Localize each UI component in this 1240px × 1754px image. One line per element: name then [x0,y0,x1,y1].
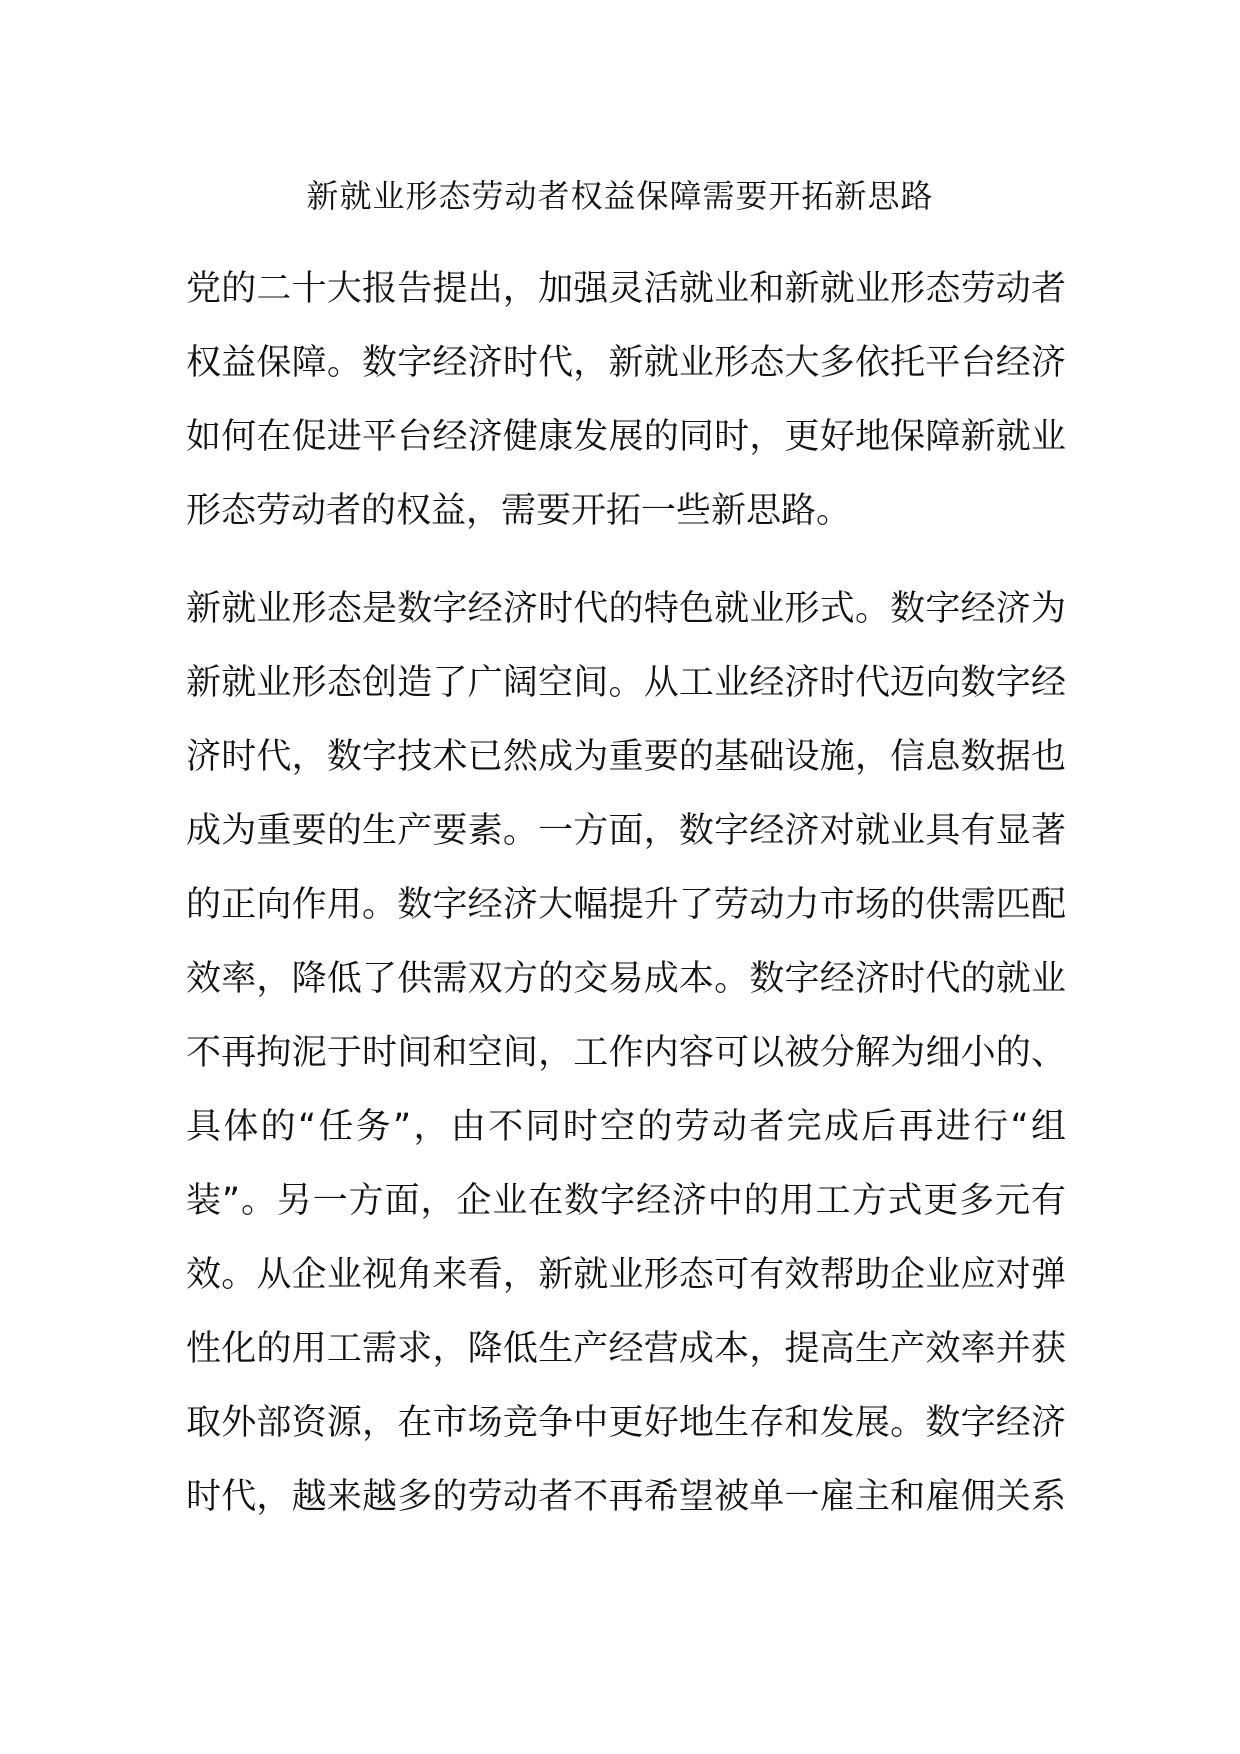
paragraph-line: 具体的“任务”，由不同时空的劳动者完成后再进行“组 [186,1107,1066,1147]
paragraph-line: 党的二十大报告提出，加强灵活就业和新就业形态劳动者 [186,269,1066,309]
paragraph-line: 取外部资源，在市场竞争中更好地生存和发展。数字经济 [186,1403,1066,1443]
paragraph-line: 时代，越来越多的劳动者不再希望被单一雇主和雇佣关系 [186,1477,1066,1517]
paragraph-line: 不再拘泥于时间和空间，工作内容可以被分解为细小的、 [186,1033,1066,1073]
paragraph [186,572,1066,1534]
paragraph-line: 效率，降低了供需双方的交易成本。数字经济时代的就业 [186,959,1066,999]
paragraph-line: 如何在促进平台经济健康发展的同时，更好地保障新就业 [186,417,1066,457]
paragraph-line: 济时代，数字技术已然成为重要的基础设施，信息数据也 [186,737,1066,777]
paragraph-line: 性化的用工需求，降低生产经营成本，提高生产效率并获 [186,1329,1066,1369]
paragraph-line: 新就业形态创造了广阔空间。从工业经济时代迈向数字经 [186,663,1066,703]
paragraph-line: 权益保障。数字经济时代，新就业形态大多依托平台经济 [186,343,1066,383]
document-title: 新就业形态劳动者权益保障需要开拓新思路 [306,177,934,215]
paragraph-line: 的正向作用。数字经济大幅提升了劳动力市场的供需匹配 [186,885,1066,925]
paragraph-line: 新就业形态是数字经济时代的特色就业形式。数字经济为 [186,589,1066,629]
paragraph-line: 效。从企业视角来看，新就业形态可有效帮助企业应对弹 [186,1255,1066,1295]
paragraph [186,252,1066,548]
paragraph-line: 成为重要的生产要素。一方面，数字经济对就业具有显著 [186,811,1066,851]
paragraph-line: 形态劳动者的权益，需要开拓一些新思路。 [186,491,852,531]
paragraph-line: 装”。另一方面，企业在数字经济中的用工方式更多元有 [186,1181,1066,1221]
